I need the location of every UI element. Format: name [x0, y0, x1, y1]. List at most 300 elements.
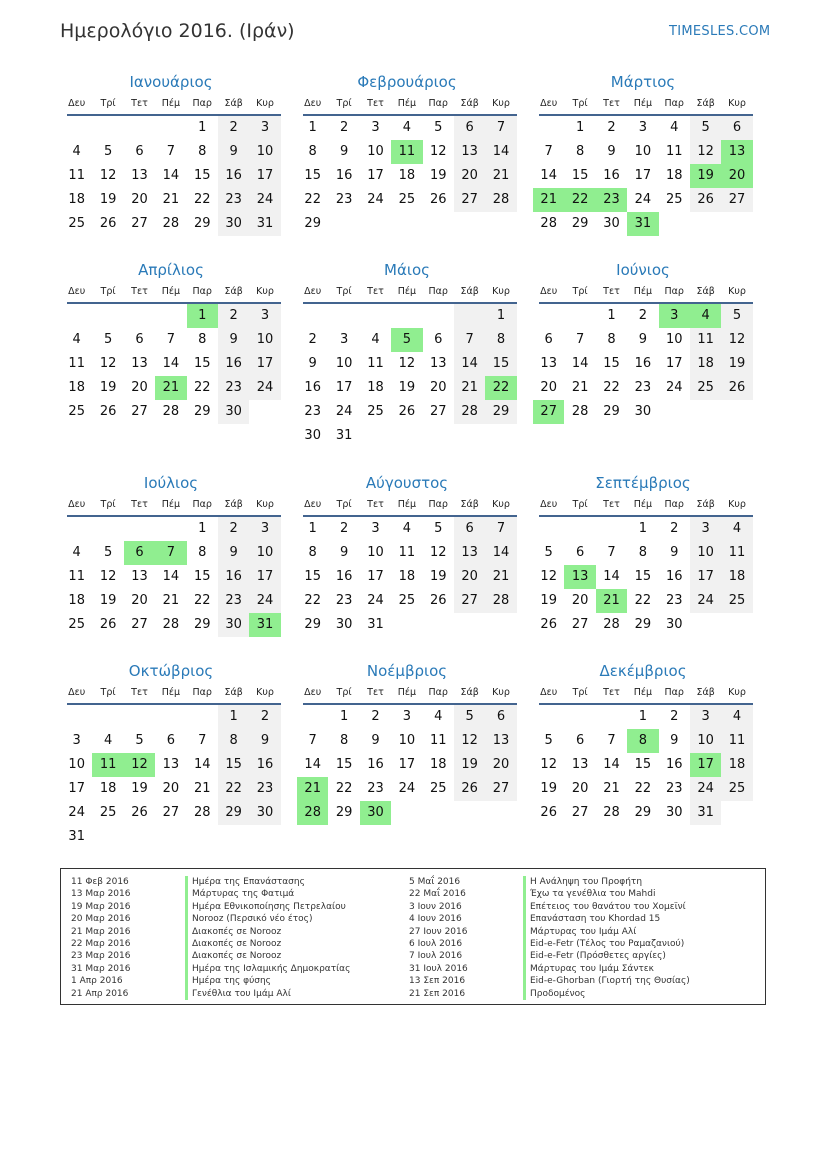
day-cell: 25 [68, 617, 85, 632]
day-cell: 30 [665, 805, 683, 820]
day-cell: 25 [68, 404, 85, 419]
day-cell: 28 [162, 617, 180, 632]
day-cell: 28 [540, 216, 557, 231]
empty-cell [328, 304, 359, 328]
holiday-name: Έχω τα γενέθλια του Mahdi [523, 888, 655, 900]
day-cell: 23 [249, 777, 280, 801]
weekday-label: Δευ [304, 286, 322, 297]
day-cell: 29 [634, 805, 652, 820]
day-cell: 23 [665, 593, 683, 608]
weekday-label: Παρ [192, 687, 212, 698]
day-cell: 30 [634, 404, 652, 419]
day-cell: 1 [638, 709, 647, 724]
holiday-row [409, 975, 690, 987]
empty-cell [391, 424, 422, 448]
holiday-date: 13 Σεπ 2016 [409, 976, 466, 987]
day-cell: 20 [540, 380, 557, 395]
day-cell: 3 [249, 116, 280, 140]
day-cell: 20 [485, 753, 516, 777]
holiday-row [409, 963, 690, 975]
day-cell: 16 [665, 569, 683, 584]
weekday-label: Παρ [192, 286, 212, 297]
day-cell: 12 [454, 729, 485, 753]
day-cell: 14 [304, 757, 321, 772]
day-cell: 20 [131, 380, 148, 395]
week-row [297, 304, 517, 328]
weekday-label: Τρί [336, 286, 352, 297]
month-calendar [533, 258, 753, 424]
month-calendar [297, 471, 517, 637]
day-cell: 16 [218, 565, 249, 589]
day-cell: 21 [603, 781, 620, 796]
week-row [533, 613, 753, 637]
empty-cell [423, 613, 454, 637]
week-row [533, 753, 753, 777]
holiday-date: 21 Σεπ 2016 [409, 988, 466, 999]
holiday-row [71, 926, 350, 938]
empty-cell [533, 304, 564, 328]
week-row [61, 589, 281, 613]
day-cell: 13 [131, 356, 148, 371]
week-row [297, 424, 517, 448]
holiday-name: Ημέρα της Ισλαμικής Δημοκρατίας [185, 963, 350, 975]
week-row [297, 705, 517, 729]
weekday-label: Δευ [304, 499, 322, 510]
day-cell: 11 [391, 140, 422, 164]
weekday-label: Τρί [572, 499, 588, 510]
day-cell: 2 [308, 332, 317, 347]
weekday-label: Σάβ [460, 687, 479, 698]
day-cell: 23 [596, 188, 627, 212]
empty-cell [124, 825, 155, 849]
empty-cell [92, 304, 123, 328]
day-cell: 21 [485, 164, 516, 188]
empty-cell [360, 304, 391, 328]
holiday-row [71, 963, 350, 975]
month-calendar [533, 70, 753, 236]
empty-cell [360, 424, 391, 448]
day-cell: 9 [218, 328, 249, 352]
week-row [297, 541, 517, 565]
day-cell: 20 [131, 192, 148, 207]
day-cell: 29 [304, 617, 321, 632]
empty-cell [690, 613, 721, 637]
day-cell: 7 [155, 541, 186, 565]
day-cell: 23 [335, 593, 353, 608]
day-cell: 2 [670, 709, 679, 724]
holiday-row [409, 926, 690, 938]
day-cell: 6 [166, 733, 175, 748]
day-cell: 6 [434, 332, 443, 347]
weekday-label: Κυρ [728, 499, 746, 510]
day-cell: 22 [603, 380, 620, 395]
week-row [61, 328, 281, 352]
weekday-label: Πέμ [161, 98, 181, 109]
day-cell: 13 [540, 356, 557, 371]
weekday-label: Τετ [603, 286, 620, 297]
day-cell: 10 [249, 541, 280, 565]
day-cell: 27 [454, 188, 485, 212]
day-cell: 4 [721, 517, 752, 541]
day-cell: 8 [308, 144, 317, 159]
weekday-label: Τετ [131, 286, 148, 297]
month-calendar [533, 659, 753, 825]
week-row [61, 753, 281, 777]
day-cell: 15 [193, 168, 211, 183]
week-row [61, 304, 281, 328]
day-cell: 10 [249, 140, 280, 164]
day-cell: 22 [304, 192, 321, 207]
month-calendar [61, 471, 281, 637]
day-cell: 27 [571, 617, 589, 632]
weekday-label: Σάβ [460, 98, 479, 109]
empty-cell [659, 400, 690, 424]
day-cell: 26 [540, 805, 557, 820]
empty-cell [124, 517, 155, 541]
empty-cell [360, 212, 391, 236]
empty-cell [533, 116, 564, 140]
week-row [61, 801, 281, 825]
empty-cell [721, 613, 752, 637]
holiday-name: Ημέρα της Επανάστασης [185, 876, 305, 888]
week-row [533, 164, 753, 188]
day-cell: 2 [638, 308, 647, 323]
weekday-label: Παρ [664, 499, 684, 510]
weekday-label: Σάβ [224, 286, 243, 297]
week-row [297, 376, 517, 400]
day-cell: 17 [335, 380, 353, 395]
week-row [297, 613, 517, 637]
empty-cell [533, 517, 564, 541]
month-calendar [533, 471, 753, 637]
day-cell: 3 [371, 521, 380, 536]
weekday-header-row [297, 495, 517, 515]
weekday-label: Τετ [131, 499, 148, 510]
month-name: Νοέμβριος [366, 662, 448, 680]
day-cell: 23 [218, 188, 249, 212]
week-row [297, 801, 517, 825]
holiday-name: Eid-e-Fetr (Τέλος του Ραμαζανιού) [523, 938, 684, 950]
holiday-row [409, 876, 690, 888]
day-cell: 7 [485, 517, 516, 541]
day-cell: 28 [603, 617, 620, 632]
weekday-header-row [533, 495, 753, 515]
weekday-label: Τρί [100, 98, 116, 109]
day-cell: 4 [72, 332, 81, 347]
week-row [297, 164, 517, 188]
day-cell: 18 [99, 781, 117, 796]
weekday-label: Πέμ [397, 98, 417, 109]
month-name: Ιανουάριος [129, 73, 213, 91]
day-cell: 7 [166, 332, 175, 347]
weekday-label: Σάβ [460, 286, 479, 297]
week-row [61, 400, 281, 424]
holiday-name: Επανάσταση του Khordad 15 [523, 913, 660, 925]
holiday-name: Eid-e-Ghorban (Γιορτή της Θυσίας) [523, 975, 690, 987]
empty-cell [391, 212, 422, 236]
empty-cell [124, 116, 155, 140]
weekday-label: Πέμ [633, 98, 653, 109]
day-cell: 18 [68, 380, 85, 395]
day-cell: 21 [162, 593, 180, 608]
day-cell: 26 [721, 376, 752, 400]
day-cell: 7 [454, 328, 485, 352]
day-cell: 9 [607, 144, 616, 159]
day-cell: 15 [304, 569, 321, 584]
holiday-row [71, 901, 350, 913]
day-cell: 7 [166, 144, 175, 159]
week-row [297, 729, 517, 753]
day-cell: 15 [634, 757, 652, 772]
day-cell: 18 [665, 168, 683, 183]
weekday-label: Σάβ [696, 286, 715, 297]
day-cell: 9 [249, 729, 280, 753]
day-cell: 12 [690, 140, 721, 164]
day-cell: 13 [131, 569, 148, 584]
day-cell: 19 [540, 593, 557, 608]
month-calendar [61, 70, 281, 236]
day-cell: 31 [249, 212, 280, 236]
day-cell: 21 [485, 565, 516, 589]
day-cell: 30 [304, 428, 321, 443]
day-cell: 1 [485, 304, 516, 328]
day-cell: 24 [249, 188, 280, 212]
week-row [533, 304, 753, 328]
day-cell: 5 [454, 705, 485, 729]
day-cell: 18 [68, 192, 85, 207]
weekday-label: Σάβ [696, 687, 715, 698]
day-cell: 4 [402, 120, 411, 135]
week-row [297, 777, 517, 801]
weekday-label: Παρ [664, 286, 684, 297]
day-cell: 5 [544, 545, 553, 560]
weekday-label: Τρί [336, 98, 352, 109]
day-cell: 23 [335, 192, 353, 207]
day-cell: 14 [603, 569, 620, 584]
week-row [533, 705, 753, 729]
empty-cell [564, 705, 595, 729]
day-cell: 8 [485, 328, 516, 352]
week-row [297, 116, 517, 140]
day-cell: 14 [162, 569, 180, 584]
day-cell: 26 [540, 617, 557, 632]
weekday-label: Τετ [367, 499, 384, 510]
day-cell: 28 [162, 216, 180, 231]
day-cell: 13 [162, 757, 180, 772]
weekday-label: Πέμ [633, 499, 653, 510]
day-cell: 7 [544, 144, 553, 159]
weekday-label: Παρ [192, 499, 212, 510]
weekday-label: Τετ [367, 98, 384, 109]
day-cell: 23 [367, 781, 384, 796]
day-cell: 24 [367, 192, 384, 207]
week-row [61, 140, 281, 164]
weekday-label: Τρί [572, 286, 588, 297]
day-cell: 18 [721, 753, 752, 777]
day-cell: 22 [193, 593, 211, 608]
weekday-label: Κυρ [728, 687, 746, 698]
week-row [297, 517, 517, 541]
day-cell: 11 [68, 356, 85, 371]
day-cell: 8 [638, 545, 647, 560]
day-cell: 19 [721, 352, 752, 376]
weekday-header-row [297, 94, 517, 114]
holiday-name: Ημέρα Εθνικοποίησης Πετρελαίου [185, 901, 346, 913]
day-cell: 3 [402, 709, 411, 724]
empty-cell [564, 304, 595, 328]
empty-cell [485, 212, 516, 236]
day-cell: 17 [690, 565, 721, 589]
day-cell: 28 [454, 400, 485, 424]
day-cell: 17 [398, 757, 416, 772]
weekday-label: Τρί [336, 687, 352, 698]
weekday-label: Παρ [664, 98, 684, 109]
day-cell: 5 [690, 116, 721, 140]
holiday-date: 4 Ιουν 2016 [409, 914, 462, 925]
day-cell: 5 [103, 332, 113, 347]
day-cell: 30 [665, 617, 683, 632]
weekday-label: Τετ [603, 98, 620, 109]
week-row [61, 825, 281, 849]
day-cell: 1 [339, 709, 349, 724]
weekday-label: Πέμ [633, 687, 653, 698]
day-cell: 30 [335, 617, 353, 632]
week-row [297, 328, 517, 352]
day-cell: 18 [721, 565, 752, 589]
day-cell: 27 [533, 400, 564, 424]
empty-cell [721, 400, 752, 424]
day-cell: 2 [670, 521, 679, 536]
day-cell: 7 [485, 116, 516, 140]
day-cell: 4 [402, 521, 411, 536]
holiday-date: 1 Απρ 2016 [71, 976, 123, 987]
week-row [533, 801, 753, 825]
day-cell: 6 [575, 545, 585, 560]
day-cell: 17 [367, 168, 384, 183]
empty-cell [423, 801, 454, 825]
day-cell: 10 [367, 545, 384, 560]
holiday-row [71, 913, 350, 925]
site-link[interactable]: TIMESLES.COM [669, 24, 771, 39]
weekday-label: Κυρ [256, 687, 274, 698]
day-cell: 8 [218, 729, 249, 753]
holiday-date: 7 Ιουλ 2016 [409, 951, 463, 962]
day-cell: 30 [218, 613, 249, 637]
day-cell: 5 [391, 328, 422, 352]
day-cell: 13 [429, 356, 447, 371]
day-cell: 29 [485, 400, 516, 424]
day-cell: 8 [198, 545, 207, 560]
day-cell: 21 [454, 376, 485, 400]
day-cell: 2 [218, 116, 249, 140]
day-cell: 11 [68, 168, 85, 183]
day-cell: 8 [308, 545, 317, 560]
day-cell: 10 [634, 144, 652, 159]
day-cell: 7 [198, 733, 207, 748]
day-cell: 13 [131, 168, 148, 183]
day-cell: 22 [193, 192, 211, 207]
day-cell: 12 [429, 144, 447, 159]
weekday-label: Τετ [603, 499, 620, 510]
weekday-label: Πέμ [161, 499, 181, 510]
day-cell: 8 [575, 144, 585, 159]
empty-cell [454, 613, 485, 637]
empty-cell [485, 613, 516, 637]
week-row [297, 212, 517, 236]
day-cell: 2 [339, 120, 349, 135]
day-cell: 2 [371, 709, 380, 724]
week-row [297, 140, 517, 164]
day-cell: 23 [218, 376, 249, 400]
day-cell: 31 [367, 617, 384, 632]
day-cell: 16 [304, 380, 321, 395]
day-cell: 27 [721, 188, 752, 212]
day-cell: 11 [68, 569, 85, 584]
day-cell: 12 [99, 168, 117, 183]
weekday-label: Τετ [131, 98, 148, 109]
week-row [297, 565, 517, 589]
empty-cell [218, 825, 249, 849]
empty-cell [659, 212, 690, 236]
empty-cell [391, 801, 422, 825]
day-cell: 26 [454, 777, 485, 801]
weekday-label: Τετ [131, 687, 148, 698]
weekday-label: Σάβ [460, 499, 479, 510]
holiday-date: 5 Μαΐ 2016 [409, 877, 461, 887]
day-cell: 9 [308, 356, 317, 371]
week-row [61, 565, 281, 589]
empty-cell [124, 705, 155, 729]
week-row [297, 753, 517, 777]
day-cell: 22 [634, 781, 652, 796]
day-cell: 24 [665, 380, 683, 395]
day-cell: 13 [454, 541, 485, 565]
day-cell: 9 [670, 545, 679, 560]
day-cell: 1 [198, 120, 207, 135]
empty-cell [391, 613, 422, 637]
day-cell: 7 [607, 545, 616, 560]
day-cell: 12 [99, 569, 117, 584]
weekday-label: Τετ [367, 286, 384, 297]
day-cell: 10 [690, 541, 721, 565]
day-cell: 27 [454, 589, 485, 613]
day-cell: 24 [335, 404, 353, 419]
day-cell: 10 [335, 356, 353, 371]
empty-cell [454, 424, 485, 448]
day-cell: 26 [99, 617, 117, 632]
empty-cell [297, 304, 328, 328]
holiday-name: Eid-e-Fetr (Πρόσθετες αργίες) [523, 950, 666, 962]
empty-cell [690, 212, 721, 236]
week-row [61, 705, 281, 729]
holiday-date: 22 Μαρ 2016 [71, 938, 131, 949]
weekday-label: Κυρ [492, 98, 510, 109]
empty-cell [155, 304, 186, 328]
day-cell: 9 [670, 733, 679, 748]
holiday-date: 21 Μαρ 2016 [71, 926, 131, 937]
day-cell: 27 [131, 617, 148, 632]
week-row [61, 164, 281, 188]
day-cell: 6 [454, 116, 485, 140]
day-cell: 28 [162, 404, 180, 419]
day-cell: 29 [304, 216, 321, 231]
day-cell: 23 [634, 380, 652, 395]
day-cell: 31 [335, 428, 353, 443]
weekday-label: Πέμ [397, 499, 417, 510]
day-cell: 24 [249, 589, 280, 613]
day-cell: 10 [690, 729, 721, 753]
day-cell: 28 [485, 589, 516, 613]
